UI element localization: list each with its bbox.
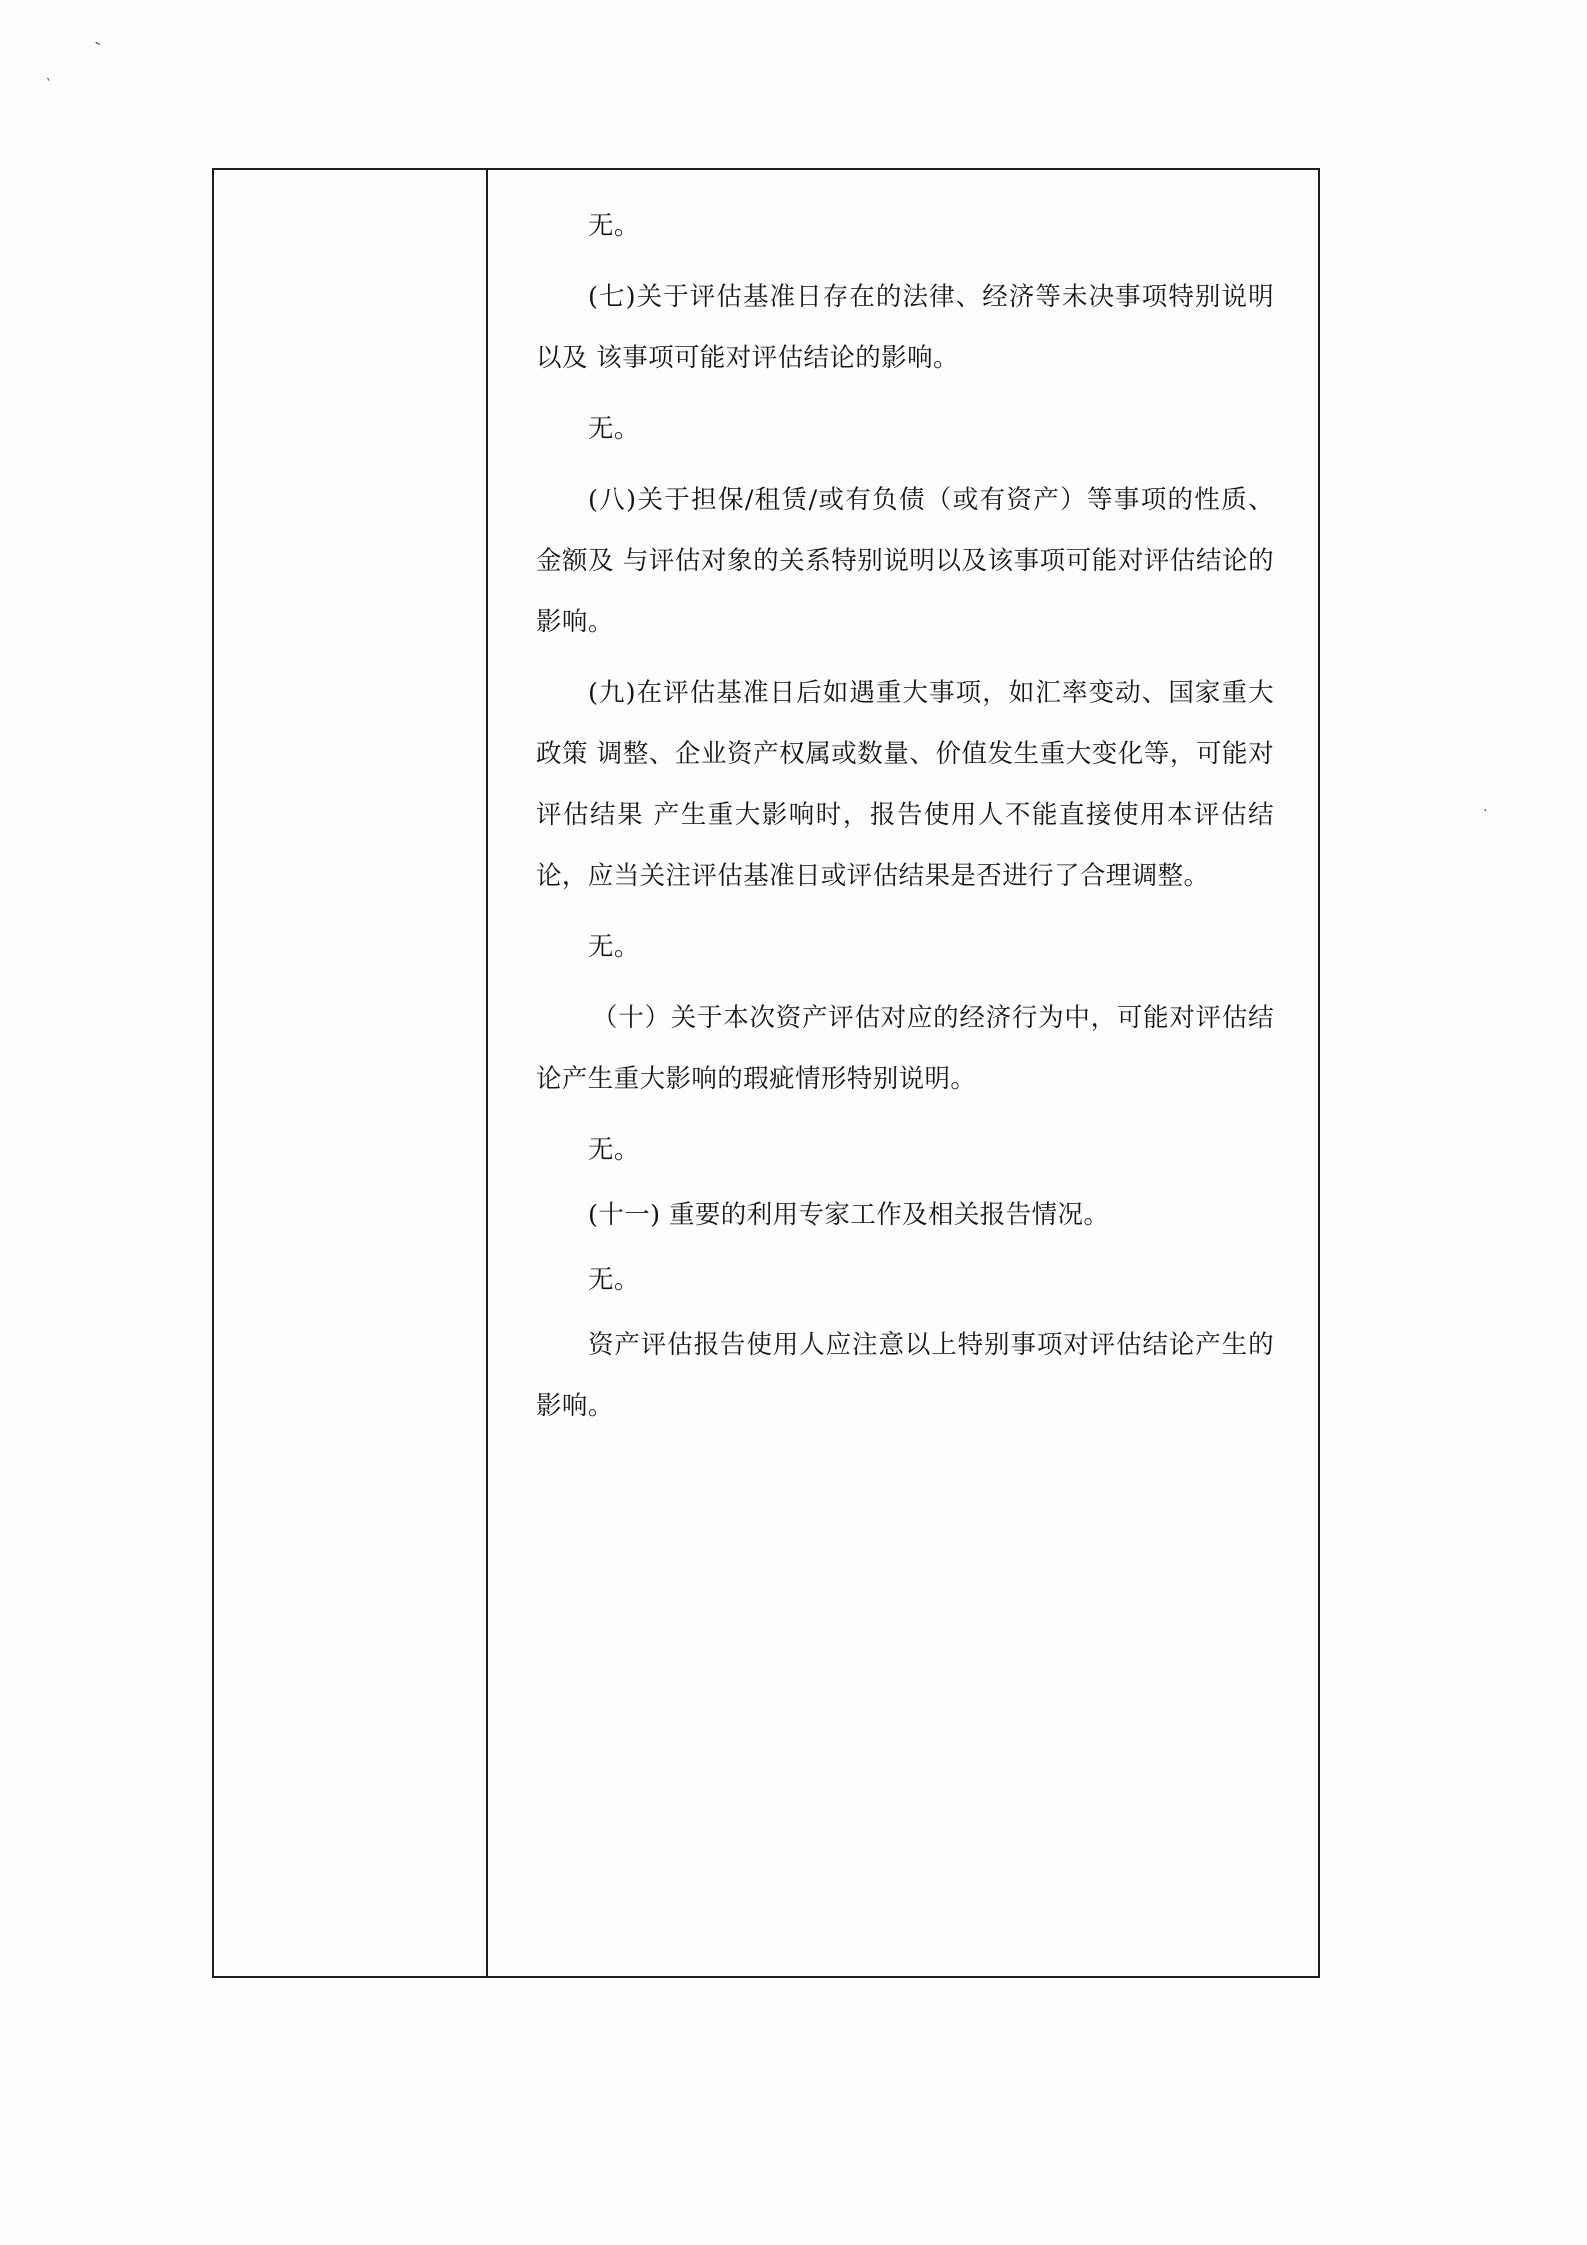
content-table <box>212 168 1320 1978</box>
scan-dot-icon: . <box>1483 799 1488 815</box>
paragraph: 无。 <box>588 211 640 241</box>
paragraph: 无。 <box>588 1265 640 1295</box>
table-right-column <box>488 170 1318 1976</box>
scan-mark-icon: ˋ <box>42 75 54 95</box>
scan-mark-icon: ˋ <box>92 37 110 63</box>
paragraph: (七)关于评估基准日存在的法律、经济等未决事项特别说明以及 该事项可能对评估结论的影响。 <box>536 282 1274 373</box>
paragraph: （十）关于本次资产评估对应的经济行为中，可能对评估结论产生重大影响的瑕疵情形特别说明。 <box>536 1003 1274 1094</box>
paragraph: 资产评估报告使用人应注意以上特别事项对评估结论产生的影响。 <box>536 1330 1274 1421</box>
paragraph: 无。 <box>588 414 640 444</box>
paragraph: (八)关于担保/租赁/或有负债（或有资产）等事项的性质、金额及 与评估对象的关系特别说明以及该事项可能对评估结论的影响。 <box>536 485 1274 637</box>
paragraph: (十一) 重要的利用专家工作及相关报告情况。 <box>588 1200 1110 1230</box>
paragraph: (九)在评估基准日后如遇重大事项，如汇率变动、国家重大政策 调整、企业资产权属或数量、价值发生重大变化等，可能对评估结果 产生重大影响时，报告使用人不能直接使用本评估结论，应当关注评估基准日或评估结果是否进行了合理调整。 <box>536 678 1274 891</box>
paragraph: 无。 <box>588 932 640 962</box>
table-left-column <box>214 170 488 1976</box>
paragraph: 无。 <box>588 1135 640 1165</box>
